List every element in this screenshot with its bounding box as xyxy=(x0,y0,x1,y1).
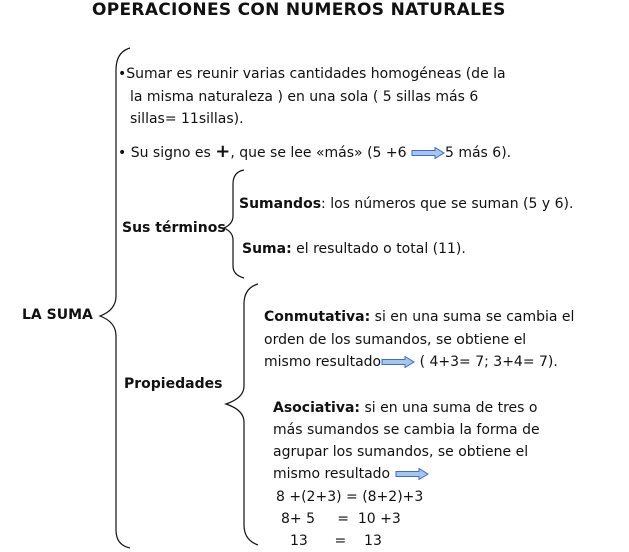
equation-line-1: 8 +(2+3) = (8+2)+3 xyxy=(276,489,424,505)
suma-line xyxy=(242,238,466,260)
sumandos-term: Sumandos xyxy=(239,196,322,212)
conmutativa-text-1: si en una suma se cambia el xyxy=(370,309,575,325)
arrow-right-icon xyxy=(381,356,415,368)
definition-line-1: •Sumar es reunir varias cantidades homogéneas (de la xyxy=(118,66,506,82)
page-title: OPERACIONES CON NUMEROS NATURALES xyxy=(92,0,506,20)
asociativa-line-3: agrupar los sumandos, se obtiene el xyxy=(273,444,529,460)
arrow-right-icon xyxy=(395,468,429,480)
equation-line-2: 8+ 5 = 10 +3 xyxy=(281,511,401,527)
sign-suffix: 5 más 6). xyxy=(444,145,512,161)
sign-middle: , que se lee «más» (5 +6 xyxy=(230,145,411,161)
suma-text: el resultado o total (11). xyxy=(291,241,466,257)
main-brace xyxy=(100,48,130,548)
sumandos-line xyxy=(239,193,573,215)
propiedades-brace xyxy=(226,284,258,545)
asociativa-line-4 xyxy=(273,463,429,485)
propiedades-label: Propiedades xyxy=(124,376,223,392)
definition-line-2: la misma naturaleza ) en una sola ( 5 sillas más 6 xyxy=(130,89,479,105)
terminos-label: Sus términos xyxy=(122,220,226,236)
conmutativa-line-3 xyxy=(264,351,558,373)
asociativa-line-2: más sumandos se cambia la forma de xyxy=(273,422,540,438)
sign-line xyxy=(118,141,511,164)
terminos-brace xyxy=(224,170,244,278)
equation-line-3: 13 = 13 xyxy=(290,533,382,549)
la-suma-label: LA SUMA xyxy=(22,307,93,323)
conmutativa-text-3b: ( 4+3= 7; 3+4= 7). xyxy=(415,354,558,370)
conmutativa-line-1 xyxy=(264,306,574,328)
asociativa-text-1: si en una suma de tres o xyxy=(360,400,538,416)
arrow-right-icon xyxy=(411,147,445,159)
sumandos-text: : los números que se suman (5 y 6). xyxy=(321,196,574,212)
conmutativa-term: Conmutativa: xyxy=(264,309,371,325)
asociativa-term: Asociativa: xyxy=(273,400,360,416)
plus-sign: + xyxy=(215,141,231,162)
conmutativa-text-3a: mismo resultado xyxy=(264,354,382,370)
suma-term: Suma: xyxy=(242,241,292,257)
sign-prefix: • Su signo es xyxy=(118,145,216,161)
asociativa-line-1 xyxy=(273,397,537,419)
definition-line-3: sillas= 11sillas). xyxy=(130,111,244,127)
conmutativa-line-2: orden de los sumandos, se obtiene el xyxy=(264,332,527,348)
asociativa-text-4: mismo resultado xyxy=(273,466,391,482)
